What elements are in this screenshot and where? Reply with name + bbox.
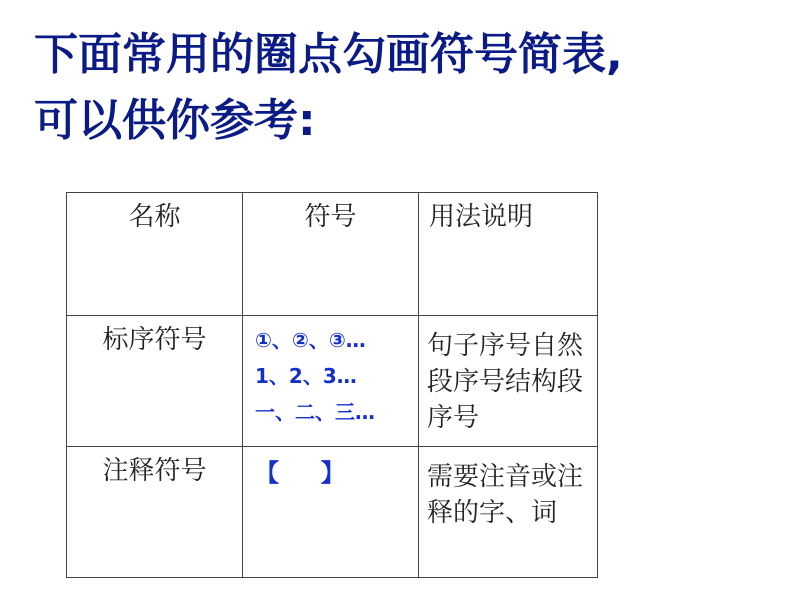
table-row <box>67 316 598 447</box>
symbol-circled-numbers: ①、②、③… <box>255 328 366 352</box>
row-symbols <box>243 316 419 447</box>
header-usage: 用法说明 <box>419 193 598 316</box>
row-symbols <box>243 447 419 578</box>
symbol-arabic-numbers: 1、2、3… <box>255 364 357 388</box>
table-row <box>67 447 598 578</box>
page-title <box>34 22 774 154</box>
row-usage: 句子序号自然段序号结构段序号 <box>419 316 598 447</box>
title-line-1: 下面常用的圈点勾画符号简表, <box>34 29 623 80</box>
table-header-row <box>67 193 598 316</box>
row-name: 标序符号 <box>67 316 243 447</box>
row-name: 注释符号 <box>67 447 243 578</box>
header-name: 名称 <box>67 193 243 316</box>
row-usage: 需要注音或注释的字、词 <box>419 447 598 578</box>
title-line-2: 可以供你参考: <box>34 95 316 146</box>
header-symbol: 符号 <box>243 193 419 316</box>
symbol-brackets: 【 】 <box>255 459 345 487</box>
symbol-table <box>66 192 598 578</box>
symbol-chinese-numbers: 一、二、三… <box>255 400 375 424</box>
